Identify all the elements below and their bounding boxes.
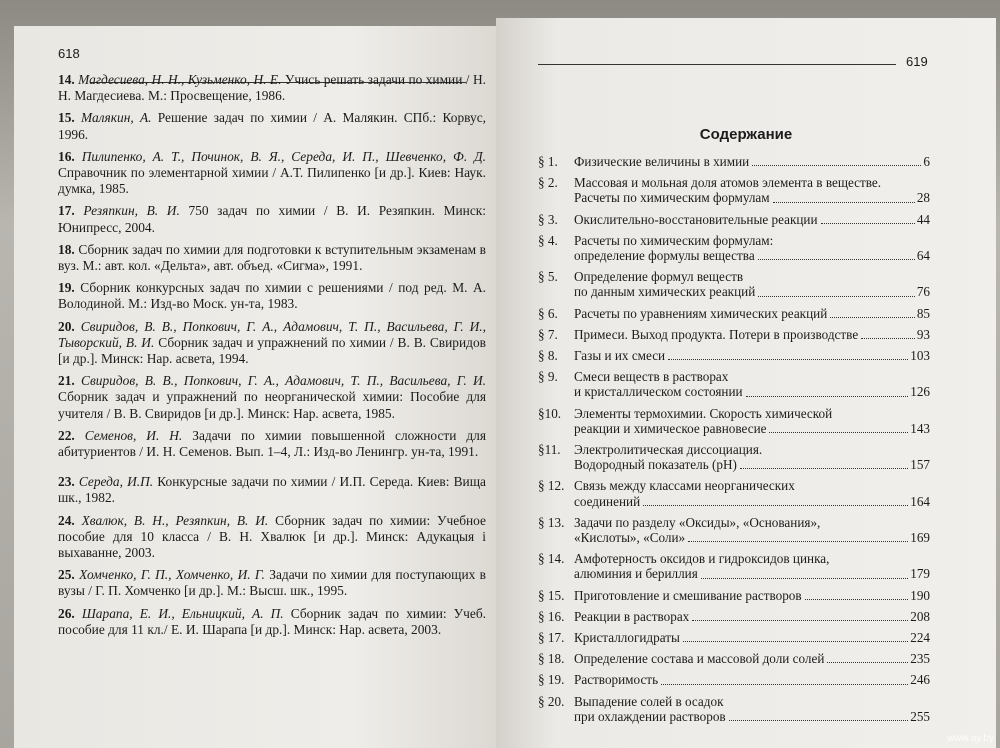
bibliography-list [58, 72, 486, 644]
toc-section-number: § 18. [538, 651, 565, 667]
reference-item [58, 428, 486, 460]
reference-number: 21. [58, 373, 75, 389]
toc-title: Содержание [699, 126, 793, 143]
toc-page-number: 64 [916, 248, 930, 264]
reference-item [58, 567, 486, 599]
reference-text: Учись решать задачи по химии / Н. Н. Магдесиева. М.: Просвещение, 1986. [58, 72, 486, 104]
toc-section-number: § 4. [538, 232, 558, 248]
toc-entry-title: реакции и химическое равновесие [574, 420, 767, 436]
reference-text: 750 задач по химии / В. И. Резяпкин. Минск: Юнипресс, 2004. [58, 203, 487, 235]
toc-section-number: § 17. [538, 630, 565, 646]
toc-leader-dots [769, 432, 908, 433]
toc-entry[interactable] [538, 269, 930, 299]
toc-entry-title: «Кислоты», «Соли» [574, 530, 686, 546]
toc-page-number: 85 [916, 305, 930, 321]
reference-item [58, 242, 486, 274]
toc-leader-dots [683, 641, 908, 642]
toc-leader-dots [827, 662, 908, 663]
toc-entry-title: соединений [574, 493, 641, 509]
reference-authors: Свиридов, В. В., Попкович, Г. А., Адамович, Т. П., Васильева, Г. И. [81, 373, 486, 389]
toc-leader-dots [821, 223, 915, 224]
toc-section-number: § 8. [538, 348, 558, 364]
toc-section-number: § 2. [538, 175, 558, 191]
toc-page-number: 143 [910, 420, 930, 436]
reference-number: 25. [58, 567, 75, 583]
toc-page-number: 208 [910, 608, 930, 624]
reference-number: 19. [58, 280, 75, 296]
reference-authors: Хвалюк, В. Н., Резяпкин, В. И. [81, 512, 269, 528]
reference-number: 26. [58, 605, 75, 621]
reference-item [58, 110, 486, 142]
toc-entry-title: Амфотерность оксидов и гидроксидов цинка, [574, 551, 830, 567]
reference-text: Сборник задач по химии для подготовки к вступительным экзаменам в вуз. М.: авт. кол. «Дельта», авт. объед. «Сигма», 1991. [58, 241, 486, 274]
toc-entry-title: Электролитическая диссоциация. [574, 442, 763, 458]
toc-entry-title: Смеси веществ в растворах [574, 369, 729, 385]
toc-page-number: 76 [916, 284, 930, 300]
toc-entry-title: Физические величины в химии [574, 154, 750, 169]
toc-entry[interactable] [538, 175, 930, 205]
toc-section-number: § 1. [538, 154, 558, 169]
reference-item [58, 513, 486, 562]
toc-entry-title: Кристаллогидраты [574, 630, 680, 646]
watermark: www.ay.by [946, 733, 994, 744]
toc-leader-dots [758, 259, 915, 260]
reference-item [58, 203, 486, 235]
toc-leader-dots [692, 620, 908, 621]
toc-page-number: 103 [910, 348, 930, 364]
toc-entry[interactable] [538, 327, 930, 342]
reference-authors: Малякин, А. [81, 110, 152, 126]
toc-entry[interactable] [538, 306, 930, 321]
toc-entry-title: Задачи по разделу «Оксиды», «Основания», [574, 514, 821, 530]
toc-entry-title: Водородный показатель (pH) [574, 457, 737, 473]
reference-authors: Резяпкин, В. И. [83, 203, 180, 219]
toc-page-number: 224 [910, 630, 930, 646]
reference-authors: Свиридов, В. В., Попкович, Г. А., Адамович, Т. П., Васильева, Г. И., Тыворский, В. И. [58, 318, 486, 350]
toc-entry-title: Расчеты по уравнениям химических реакций [574, 305, 828, 321]
toc-leader-dots [701, 578, 908, 579]
toc-page-number: 190 [910, 587, 930, 603]
toc-entry-title: определение формулы вещества [574, 248, 755, 264]
reference-text: Задачи по химии повышенной сложности для абитуриентов / И. Н. Семенов. Вып. 1–4, Л.: Изд-во Ленингр. ун-та, 1991. [58, 427, 487, 460]
toc-section-number: § 14. [538, 551, 565, 567]
toc-leader-dots [688, 541, 908, 542]
reference-authors: Середа, И.П. [78, 474, 154, 490]
reference-text: Конкурсные задачи по химии / И.П. Середа. Киев: Вища шк., 1982. [58, 474, 486, 506]
toc-entry-title: Реакции в растворах [574, 608, 690, 624]
toc-entry[interactable] [538, 212, 930, 227]
toc-section-number: § 7. [538, 326, 558, 342]
toc-leader-dots [805, 599, 909, 600]
toc-entry-title: Элементы термохимии. Скорость химической [574, 405, 833, 421]
reference-number: 14. [58, 72, 75, 87]
toc-leader-dots [773, 202, 915, 203]
toc-entry-title: Выпадение солей в осадок [574, 693, 724, 709]
toc-entry[interactable] [538, 442, 930, 472]
toc-page-number: 179 [910, 566, 930, 582]
reference-item [58, 373, 486, 422]
toc-leader-dots [861, 338, 915, 339]
toc-section-number: § 13. [538, 514, 565, 530]
reference-authors: Семенов, И. Н. [84, 427, 183, 443]
toc-entry[interactable] [538, 233, 930, 263]
toc-page-number: 157 [910, 457, 930, 473]
toc-leader-dots [668, 359, 908, 360]
toc-entry[interactable] [538, 369, 930, 399]
toc-page-number: 44 [916, 211, 930, 227]
toc-entry[interactable] [538, 630, 930, 645]
reference-item [58, 72, 486, 104]
toc-page-number: 169 [910, 530, 930, 546]
toc-section-number: §10. [538, 405, 562, 421]
toc-entry-title: алюминия и бериллия [574, 566, 698, 582]
toc-section-number: § 16. [538, 608, 565, 624]
toc-entry-title: при охлаждении растворов [574, 708, 726, 724]
reference-item [58, 280, 486, 312]
toc-entry[interactable] [538, 651, 930, 666]
table-of-contents [538, 154, 930, 730]
right-page-number: 619 [906, 54, 928, 69]
toc-entry-title: Массовая и мольная доля атомов элемента в веществе. [574, 175, 882, 191]
toc-entry[interactable] [538, 515, 930, 545]
reference-item [58, 149, 486, 198]
reference-item [58, 474, 486, 506]
toc-section-number: § 6. [538, 305, 558, 321]
toc-section-number: § 3. [538, 211, 558, 227]
toc-entry-title: Газы и их смеси [574, 348, 666, 364]
toc-section-number: §11. [538, 442, 561, 458]
reference-authors: Хомченко, Г. П., Хомченко, И. Г. [79, 567, 265, 583]
reference-number: 22. [58, 427, 75, 443]
toc-section-number: § 12. [538, 478, 565, 494]
toc-entry-title: и кристаллическом состоянии [574, 384, 743, 400]
toc-page-number: 28 [916, 190, 930, 206]
toc-page-number: 93 [916, 326, 930, 342]
toc-entry-title: Примеси. Выход продукта. Потери в производстве [574, 326, 859, 342]
toc-entry[interactable] [538, 551, 930, 581]
reference-text: Сборник задач и упражнений по химии / В. В. Свиридов [и др.]. Минск: Нар. асвета, 1994. [58, 334, 486, 367]
toc-entry[interactable] [538, 672, 930, 687]
toc-entry[interactable] [538, 154, 930, 169]
toc-entry[interactable] [538, 588, 930, 603]
toc-leader-dots [661, 684, 908, 685]
reference-number: 15. [58, 110, 75, 126]
toc-page-number: 6 [923, 154, 930, 169]
toc-page-number: 126 [910, 384, 930, 400]
toc-entry-title: Определение формул веществ [574, 269, 744, 285]
toc-entry-title: Связь между классами неорганических [574, 478, 795, 494]
reference-number: 20. [58, 318, 75, 334]
toc-section-number: § 20. [538, 693, 565, 709]
toc-entry[interactable] [538, 348, 930, 363]
toc-page-number: 246 [910, 672, 930, 688]
toc-leader-dots [830, 317, 915, 318]
reference-number: 17. [58, 203, 75, 219]
reference-number: 18. [58, 241, 75, 257]
reference-text: Задачи по химии для поступающих в вузы / Г. П. Хомченко [и др.]. М.: Высш. шк., 1995. [58, 567, 486, 599]
toc-entry-title: Расчеты по химическим формулам: [574, 232, 774, 248]
reference-text: Сборник конкурсных задач по химии с решениями / под ред. М. А. Володиной. М.: Изд-во Моск. ун-та, 1983. [58, 280, 486, 312]
toc-entry-title: по данным химических реакций [574, 284, 756, 300]
toc-entry-title: Окислительно-восстановительные реакции [574, 211, 818, 227]
toc-leader-dots [643, 505, 908, 506]
reference-text: Сборник задач по химии: Учебное пособие для 10 класса / В. Н. Хвалюк [и др.]. Минск: Адукацыя і выхаванне, 2003. [58, 512, 486, 561]
reference-text: Сборник задач по химии: Учеб. пособие для 11 кл./ Е. И. Шарапа [и др.]. Минск: Нар. асвета, 2003. [58, 605, 486, 637]
toc-section-number: § 9. [538, 369, 558, 385]
toc-page-number: 255 [910, 708, 930, 724]
toc-leader-dots [758, 296, 915, 297]
toc-page-number: 235 [910, 651, 930, 667]
toc-section-number: § 19. [538, 672, 565, 688]
toc-leader-dots [740, 468, 908, 469]
reference-item [58, 319, 486, 368]
header-rule-right [538, 64, 896, 65]
toc-entry[interactable] [538, 478, 930, 508]
reference-authors: Пилипенко, А. Т., Починок, В. Я., Середа, И. П., Шевченко, Ф. Д. [81, 148, 486, 164]
left-page [14, 26, 496, 748]
toc-entry-title: Расчеты по химическим формулам [574, 190, 770, 206]
toc-entry-title: Приготовление и смешивание растворов [574, 587, 802, 603]
toc-section-number: § 15. [538, 587, 565, 603]
reference-text: Справочник по элементарной химии / А.Т. Пилипенко [и др.]. Киев: Наук. думка, 1985. [58, 165, 486, 197]
right-page [496, 18, 996, 748]
toc-leader-dots [729, 720, 909, 721]
reference-authors: Магдесиева, Н. Н., Кузьменко, Н. Е. [78, 72, 282, 87]
reference-item [58, 606, 486, 638]
toc-section-number: § 5. [538, 269, 558, 285]
reference-text: Решение задач по химии / А. Малякин. СПб.: Корвус, 1996. [58, 110, 486, 142]
toc-entry[interactable] [538, 609, 930, 624]
toc-entry[interactable] [538, 694, 930, 724]
toc-entry-title: Растворимость [574, 672, 659, 688]
toc-entry-title: Определение состава и массовой доли солей [574, 651, 825, 667]
reference-number: 23. [58, 474, 75, 490]
reference-text: Сборник задач и упражнений по неорганической химии: Пособие для учителя / В. В. Свиридов [и др.]. Минск: Нар. асвета, 1985. [58, 389, 486, 421]
reference-number: 24. [58, 512, 75, 528]
left-page-number: 618 [58, 46, 80, 61]
toc-leader-dots [752, 165, 921, 166]
toc-leader-dots [746, 396, 909, 397]
reference-authors: Шарапа, Е. И., Ельницкий, А. П. [81, 605, 284, 621]
toc-page-number: 164 [910, 493, 930, 509]
reference-number: 16. [58, 148, 75, 164]
toc-entry[interactable] [538, 406, 930, 436]
